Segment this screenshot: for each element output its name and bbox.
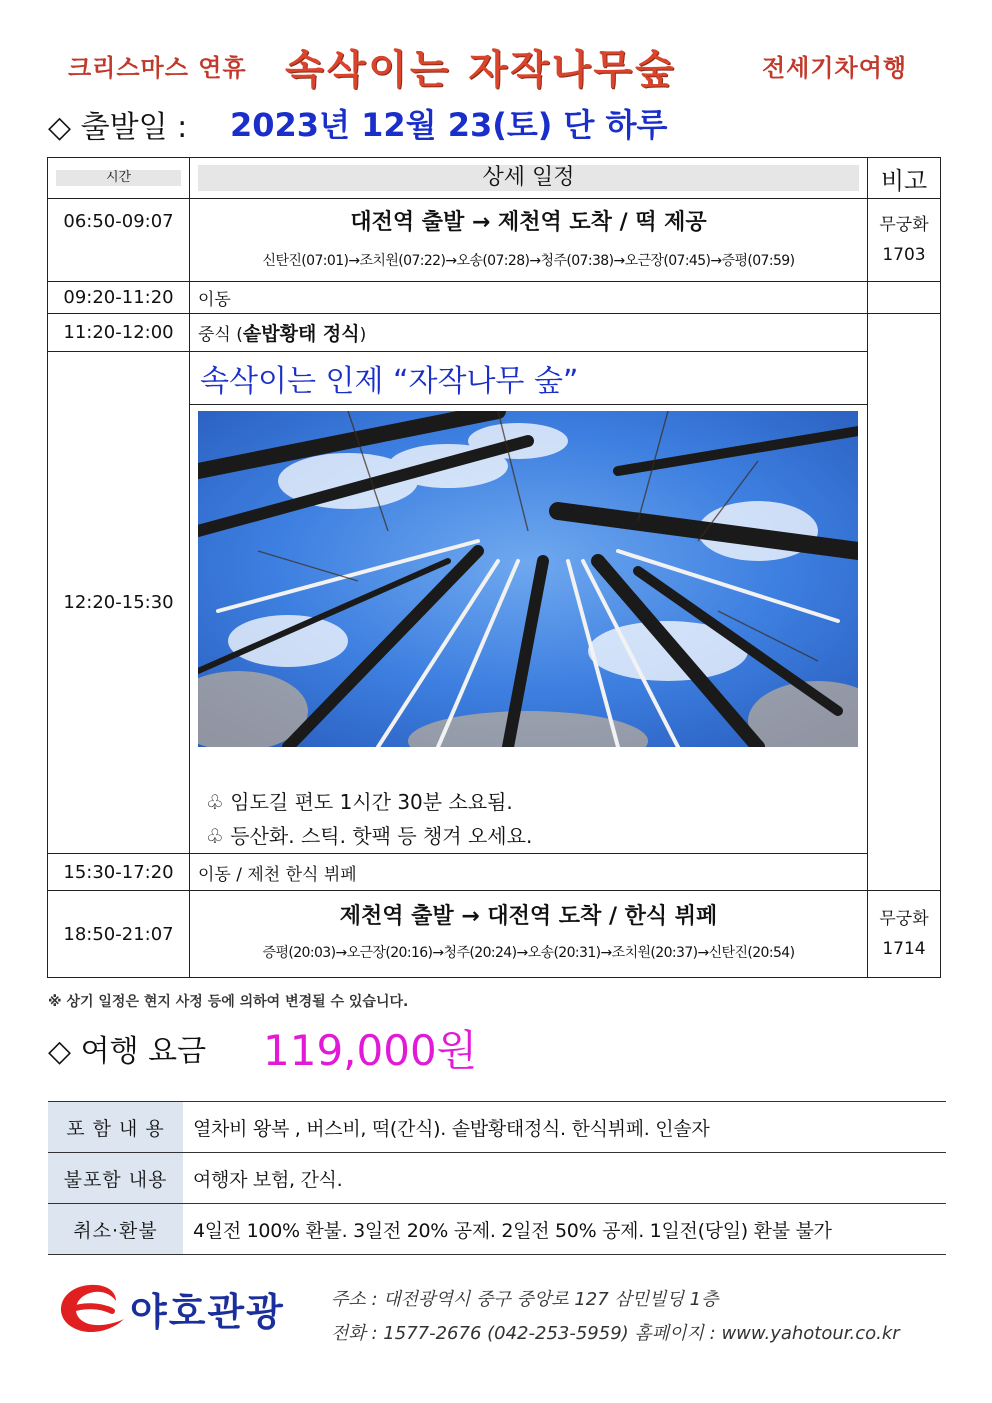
info-label: 불포함 내용 [48, 1153, 183, 1204]
detail-cell [190, 891, 868, 978]
title-suffix: 전세기차여행 [762, 54, 908, 82]
svg-text:야호관광: 야호관광 [130, 1290, 285, 1334]
time-cell: 18:50-21:07 [48, 891, 190, 978]
table-row [48, 314, 941, 352]
info-row-excluded [48, 1153, 946, 1204]
company-footer [50, 1275, 940, 1355]
detail-cell: 이동 [190, 282, 868, 314]
detail-main: 대전역 출발 → 제천역 도착 / 떡 제공 [350, 210, 707, 235]
company-logo [50, 1275, 325, 1345]
time-cell: 09:20-11:20 [48, 282, 190, 314]
note-cell [868, 282, 941, 314]
detail-stops: 증평(20:03)→오근장(20:16)→청주(20:24)→오송(20:31)→조치원(20:37)→신탄진(20:54) [262, 945, 795, 961]
note-cell-merged [868, 314, 941, 891]
detail-stops: 신탄진(07:01)→조치원(07:22)→오송(07:28)→청주(07:38)→오근장(07:45)→증평(07:59) [262, 253, 795, 269]
info-label: 포 함 내 용 [48, 1102, 183, 1153]
fare-price: 119,000원 [263, 1026, 478, 1075]
time-cell: 06:50-09:07 [48, 199, 190, 282]
table-row [48, 891, 941, 978]
train-number: 1714 [882, 939, 926, 959]
info-value: 4일전 100% 환불. 3일전 20% 공제. 2일전 50% 공제. 1일전(당일) 환불 불가 [183, 1204, 946, 1255]
time-cell: 12:20-15:30 [48, 352, 190, 854]
page-title: 속삭이는 자작나무숲 [285, 47, 677, 93]
train-number: 1703 [882, 245, 926, 265]
departure-date: 2023년 12월 23(토) 단 하루 [230, 106, 668, 144]
train-type: 무궁화 [879, 215, 929, 235]
disclaimer-note: ※ 상기 일정은 현지 사정 등에 의하여 변경될 수 있습니다. [48, 994, 409, 1010]
title-row [0, 38, 992, 93]
info-label: 취소·환불 [48, 1204, 183, 1255]
detail-main: 제천역 출발 → 대전역 도착 / 한식 뷔페 [339, 904, 718, 929]
detail-cell [190, 314, 868, 352]
table-row [48, 199, 941, 282]
info-row-refund [48, 1204, 946, 1255]
table-row [48, 854, 941, 891]
info-value: 여행자 보험, 간식. [183, 1153, 946, 1204]
detail-cell [190, 199, 868, 282]
swoosh-icon [61, 1285, 124, 1332]
title-prefix: 크리스마스 연휴 [68, 54, 247, 82]
departure-label: ◇ 출발일 : [48, 110, 188, 145]
birch-forest-photo [198, 411, 858, 747]
schedule-table [47, 157, 941, 978]
lunch-menu: 솥밥황태 정식 [242, 323, 360, 345]
lunch-close: ) [359, 325, 367, 345]
tip-duration: ♧ 임도길 편도 1시간 30분 소요됨. [206, 790, 513, 814]
tips-list [198, 747, 859, 853]
fare-label: ◇ 여행 요금 [48, 1034, 207, 1069]
header-detail: 상세 일정 [190, 158, 868, 199]
info-row-included [48, 1102, 946, 1153]
table-row [48, 282, 941, 314]
detail-cell: 이동 / 제천 한식 뷔페 [190, 854, 868, 891]
header-note: 비고 [868, 158, 941, 199]
company-contact: 전화 : 1577-2676 (042-253-5959) 홈페이지 : www.yahotour.co.kr [331, 1323, 900, 1344]
time-cell: 11:20-12:00 [48, 314, 190, 352]
schedule-header-row [48, 158, 941, 199]
company-address: 주소 : 대전광역시 중구 중앙로 127 삼민빌딩 1층 [331, 1289, 719, 1310]
note-cell [868, 199, 941, 282]
note-cell [868, 891, 941, 978]
photo-cell [190, 405, 868, 854]
info-table [48, 1101, 946, 1255]
lunch-label: 중식 ( [198, 325, 243, 345]
header-time: 시간 [48, 158, 190, 199]
info-value: 열차비 왕복 , 버스비, 떡(간식). 솥밥황태정식. 한식뷔페. 인솔자 [183, 1102, 946, 1153]
time-cell: 15:30-17:20 [48, 854, 190, 891]
tip-gear: ♧ 등산화. 스틱. 핫팩 등 챙겨 오세요. [206, 824, 533, 848]
table-row [48, 352, 941, 405]
forest-title: 속삭이는 인제 “자작나무 숲” [190, 352, 868, 405]
train-type: 무궁화 [879, 909, 929, 929]
